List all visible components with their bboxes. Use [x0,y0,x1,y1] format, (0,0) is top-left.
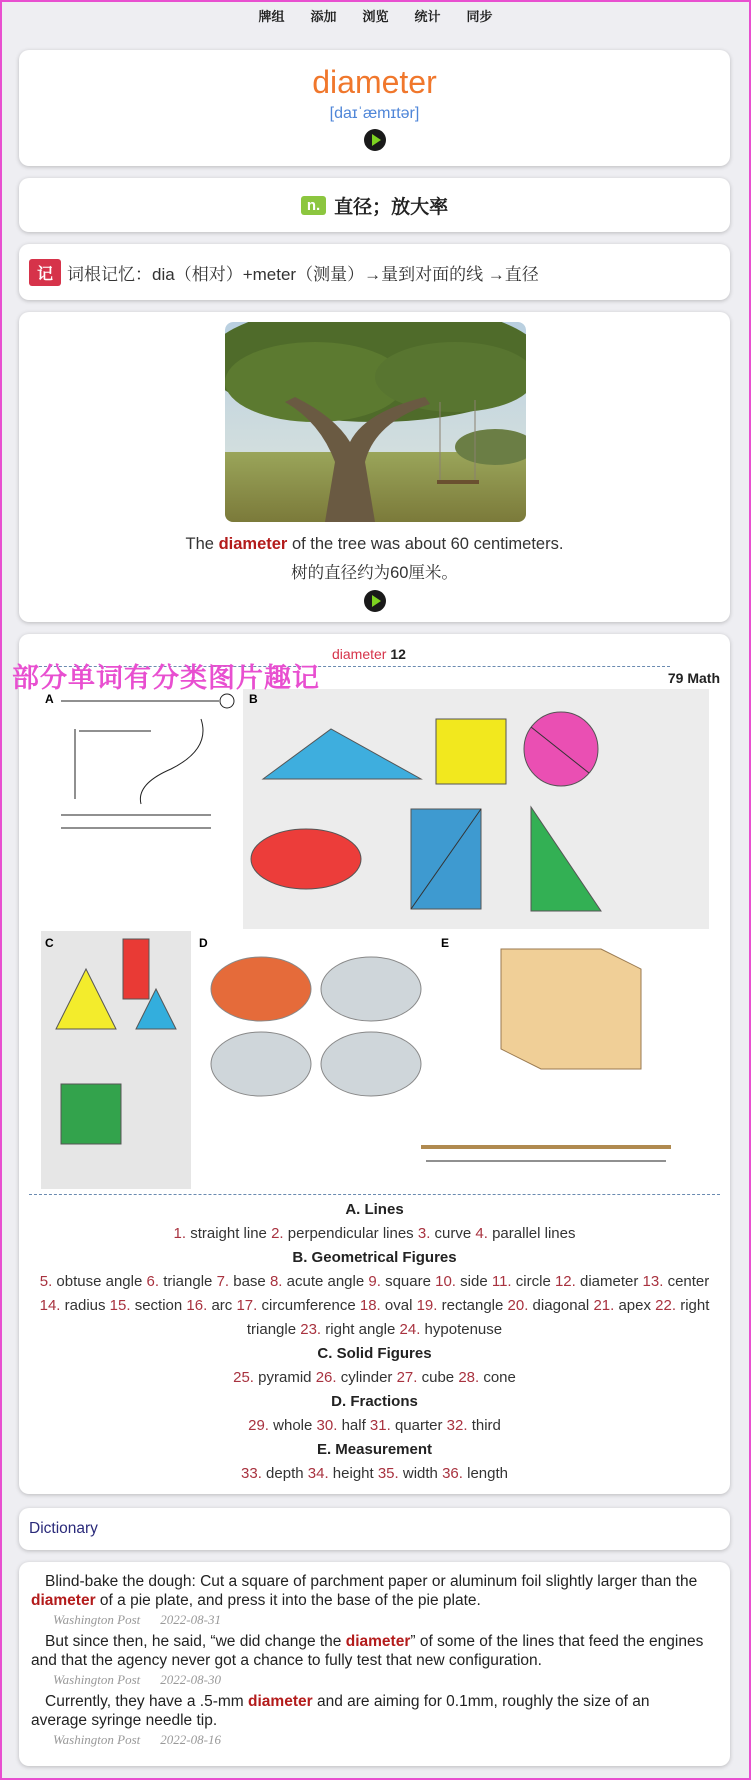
svg-text:E: E [441,936,450,950]
example-source: Washington Post 2022-08-31 [53,1612,221,1627]
tree-image [225,322,526,522]
play-sentence-audio-icon[interactable] [364,590,386,612]
nav-stats[interactable]: 统计 [414,8,441,24]
word-card [19,50,730,166]
overlay-note: 部分单词有分类图片趣记 [12,663,320,693]
section-e: E. Measurement 33. depth 34. height 35. width 36. length [241,1441,508,1482]
dictionary-card[interactable] [19,1508,730,1550]
svg-text:B: B [249,692,258,706]
definition-card [19,178,730,232]
math-illustration [41,689,709,1189]
memory-badge: 记 [29,259,61,286]
memory-card [19,244,730,300]
picture-dictionary-card [19,634,730,1494]
svg-text:A: A [45,692,54,706]
example-source: Washington Post 2022-08-30 [53,1672,221,1687]
page-label: 79 Math [667,670,720,686]
section-c: C. Solid Figures 25. pyramid 26. cylinder 27. cube 28. cone [233,1345,516,1386]
example-source: Washington Post 2022-08-16 [53,1732,221,1747]
section-b: B. Geometrical Figures 5. obtuse angle 6. triangle 7. base 8. acute angle 9. square 10. side 11. circle 12. diameter 13. center 14. radius 15. section 16. arc 17. circumference 18. oval 19. rectangle 20. diagonal 21. apex 22. right triangle 23. right angle 24. hypotenuse [39,1249,710,1338]
top-nav [0,0,751,30]
section-d: D. Fractions 29. whole 30. half 31. quarter 32. third [248,1393,501,1434]
section-a: A. Lines 1. straight line 2. perpendicular lines 3. curve 4. parallel lines [173,1201,576,1242]
picture-dict-header: diameter 12 [332,646,406,662]
memory-text: 词根记忆：dia（相对）+meter（测量）→量到对面的线 →直径 [67,264,539,284]
nav-sync[interactable]: 同步 [466,8,493,24]
phonetic: [daɪˈæmɪtər] [329,105,420,122]
nav-add[interactable]: 添加 [310,8,337,24]
nav-decks[interactable]: 牌组 [258,8,285,24]
dictionary-label[interactable]: Dictionary [29,1520,98,1537]
svg-text:D: D [199,936,208,950]
nav-browse[interactable]: 浏览 [362,8,389,24]
vocab-caption [37,1198,712,1486]
examples-card [19,1562,730,1766]
play-word-audio-icon[interactable] [364,129,386,151]
definition-text: 直径；放大率 [334,196,449,218]
part-of-speech-badge: n. [301,196,326,215]
divider-bottom [29,1194,720,1195]
svg-text:C: C [45,936,54,950]
example-card [19,312,730,622]
example-item: Blind-bake the dough: Cut a square of parchment paper or aluminum foil slightly larger than the diameter of a pie plate, and press it into the base of the pie plate. [31,1573,698,1609]
example-item: Currently, they have a .5-mm diameter and are aiming for 0.1mm, roughly the size of an average syringe needle tip. [31,1693,650,1729]
word-title: diameter [312,64,437,100]
example-sentence: The diameter of the tree was about 60 centimeters. [185,535,564,553]
example-translation: 树的直径约为60厘米。 [291,564,458,582]
example-item: But since then, he said, “we did change the diameter” of some of the lines that feed the engines and that the agency never got a chance to fully test that new configuration. [31,1633,704,1669]
